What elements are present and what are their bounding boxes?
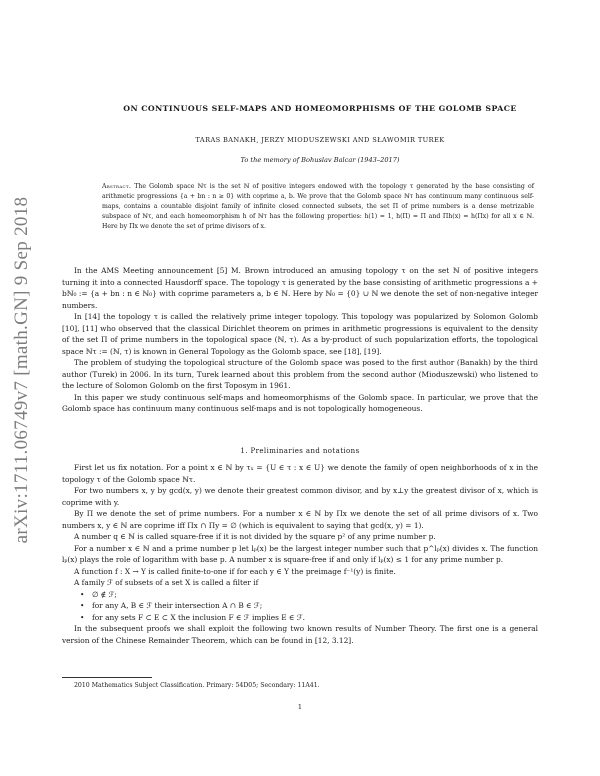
dedication: To the memory of Bohuslav Balcar (1943–2017) <box>240 156 400 164</box>
paragraph: A family ℱ of subsets of a set X is called a filter if <box>74 578 259 587</box>
paragraph: In [14] the topology τ is called the relatively prime integer topology. This topology was popularized by Solomon Golomb [10], [11] who observed that the classical Dirichlet theorem on primes in arithmetic progressions is equivalent to the density of the set Π of prime numbers in the topological space (ℕ, τ). As a by-product of such popularization efforts, the topological space ℕτ := (ℕ, τ) is known in General Topology as the Golomb space, see [18], [19]. <box>62 312 538 356</box>
preliminaries <box>62 462 538 646</box>
paragraph: In the AMS Meeting announcement [5] M. Brown introduced an amusing topology τ on the set ℕ of positive integers turning it into a connected Hausdorff space. The topology τ is generated by the base consisting of arithmetic progressions a + bℕ₀ := {a + bn : n ∈ ℕ₀} with coprime parameters a, b ∈ ℕ. Here by ℕ₀ = {0} ∪ ℕ we denote the set of non-negative integer numbers. <box>62 266 538 310</box>
arxiv-sidebar <box>2 150 42 590</box>
footnote-rule <box>62 677 152 678</box>
paper-title: ON CONTINUOUS SELF-MAPS AND HOMEOMORPHISMS OF THE GOLOMB SPACE <box>123 104 517 113</box>
section-heading: 1. Preliminaries and notations <box>240 447 360 455</box>
abstract-label: Abstract. <box>102 183 132 190</box>
list-item: • for any sets F ⊂ E ⊂ X the inclusion F ∈ ℱ implies E ∈ ℱ. <box>62 612 538 624</box>
introduction <box>62 265 538 415</box>
list-item: • for any A, B ∈ ℱ their intersection A ∩ B ∈ ℱ; <box>62 600 538 612</box>
paragraph: By Π we denote the set of prime numbers. For a number x ∈ ℕ by Πx we denote the set of all prime divisors of x. Two numbers x, y ∈ ℕ are coprime iff Πx ∩ Πy = ∅ (which is equivalent to saying that gcd(x, y) = 1). <box>62 509 538 530</box>
paragraph: For a number x ∈ ℕ and a prime number p let lₚ(x) be the largest integer number such that p^lₚ(x) divides x. The function lₚ(x) plays the role of logarithm with base p. A number x is square-free if and only if lₚ(x) ≤ 1 for any prime number p. <box>62 543 538 564</box>
footnote: 2010 Mathematics Subject Classification. Primary: 54D05; Secondary: 11A41. <box>74 682 320 689</box>
arxiv-identifier: arXiv:1711.06749v7 [math.GN] 9 Sep 2018 <box>11 196 32 544</box>
paragraph: In the subsequent proofs we shall exploit the following two known results of Number Theory. The first one is a general version of the Chinese Remainder Theorem, which can be found in [12, 3.12]. <box>62 624 538 645</box>
paragraph: A number q ∈ ℕ is called square-free if it is not divided by the square p² of any prime number p. <box>74 532 436 541</box>
paragraph: The problem of studying the topological structure of the Golomb space was posed to the first author (Banakh) by the third author (Turek) in 2006. In its turn, Turek learned about this problem from the second author (Mioduszewski) who listened to the lecture of Solomon Golomb on the first Toposym in 1961. <box>62 358 538 390</box>
paragraph: A function f : X → Y is called finite-to-one if for each y ∈ Y the preimage f⁻¹(y) is finite. <box>74 566 396 576</box>
page-number: 1 <box>297 703 303 711</box>
paper-authors: TARAS BANAKH, JERZY MIODUSZEWSKI AND SŁAWOMIR TUREK <box>195 136 445 144</box>
paragraph: For two numbers x, y by gcd(x, y) we denote their greatest common divisor, and by x⊥y the greatest divisor of x, which is coprime with y. <box>62 486 538 507</box>
paragraph: First let us fix notation. For a point x ∈ ℕ by τₓ = {U ∈ τ : x ∈ U} we denote the family of open neighborhoods of x in the topology τ of the Golomb space ℕτ. <box>62 463 538 484</box>
paragraph: In this paper we study continuous self-maps and homeomorphisms of the Golomb space. In particular, we prove that the Golomb space has continuum many continuous self-maps and is not topologically homogeneous. <box>62 392 538 413</box>
abstract-text: The Golomb space ℕτ is the set ℕ of positive integers endowed with the topology τ generated by the base consisting of arithmetic progressions {a + bn : n ≥ 0} with coprime a, b. We prove that the Golomb space ℕτ has continuum many continuous self-maps, contains a countable disjoint family of infinite closed connected subsets, the set Π of prime numbers is a dense metrizable subspace of ℕτ, and each homeomorphism h of ℕτ has the following properties: h(1) = 1, h(Π) = Π and Πh(x) = h(Πx) for all x ∈ ℕ. Here by Πx we denote the set of prime divisors of x. <box>102 183 534 230</box>
filter-conditions-list <box>62 589 538 624</box>
abstract <box>102 182 534 232</box>
list-item: • ∅ ∉ ℱ; <box>62 589 538 601</box>
